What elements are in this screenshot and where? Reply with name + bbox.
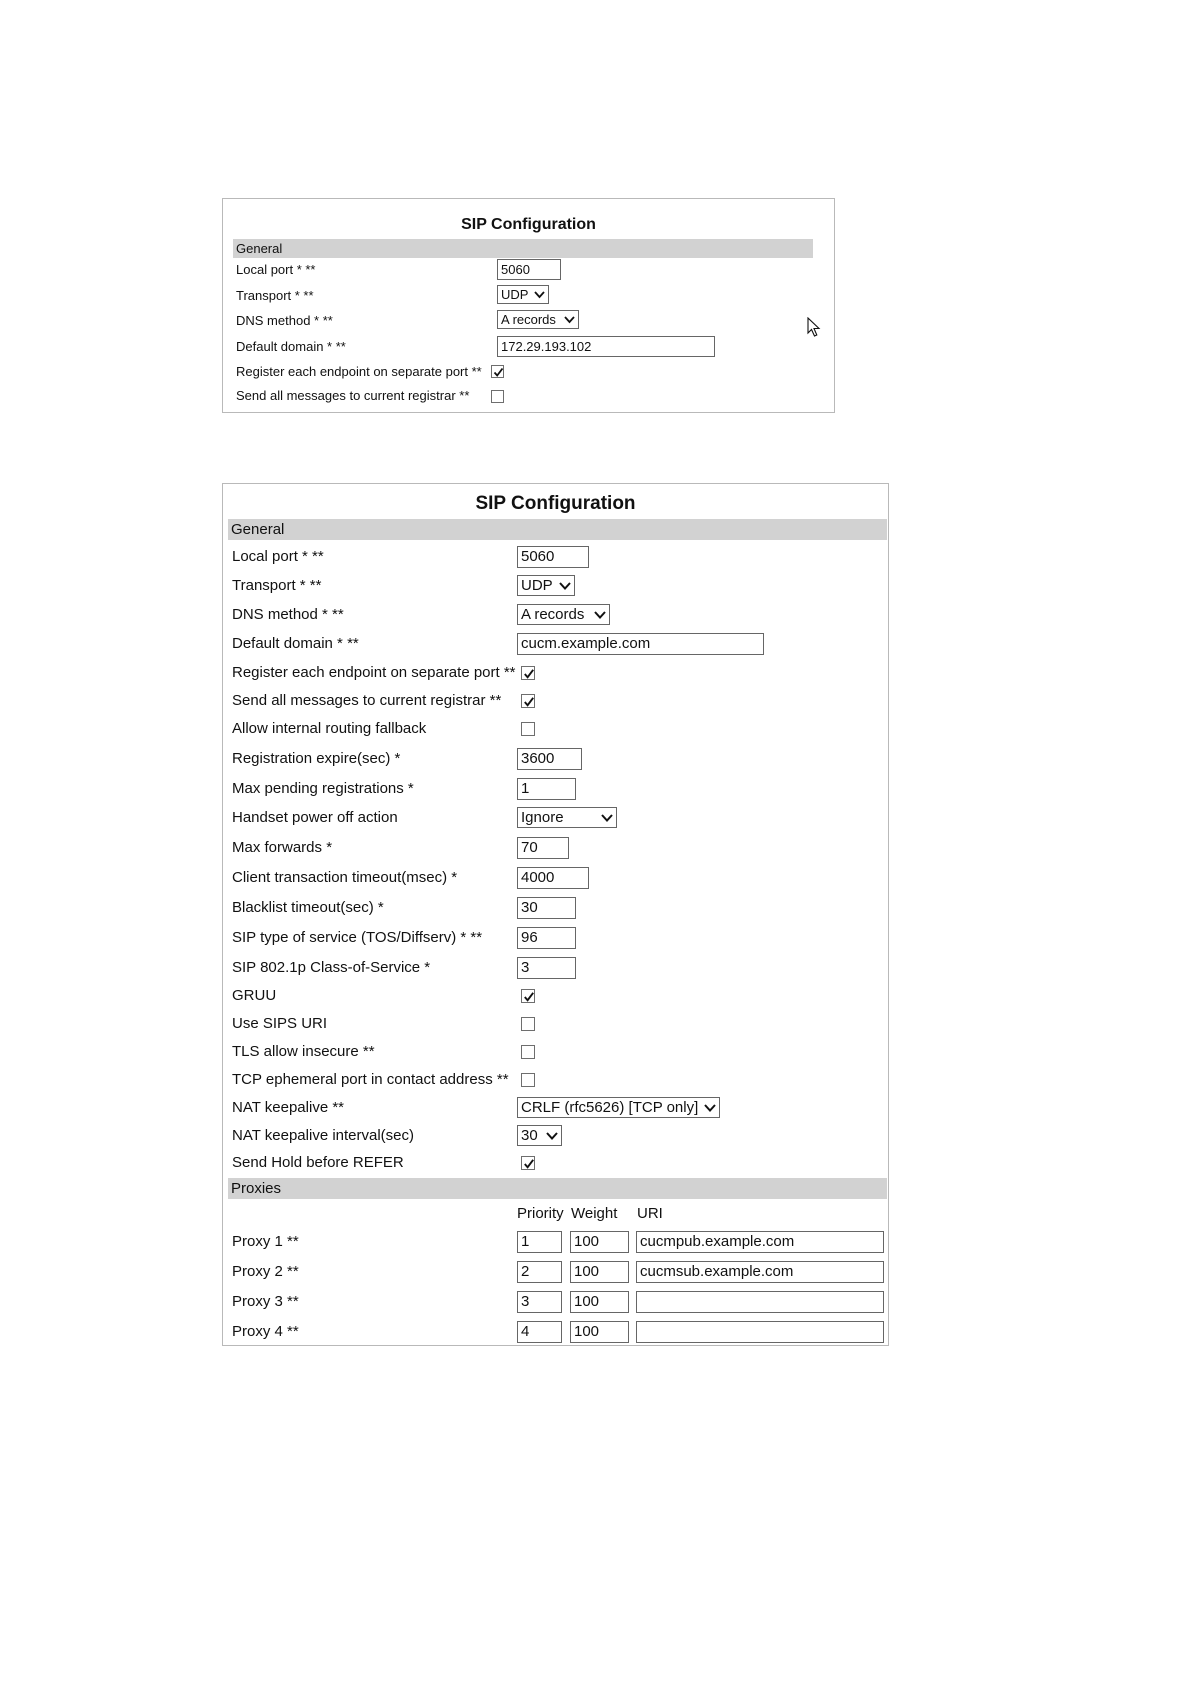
default-domain-input[interactable]: cucm.example.com — [517, 633, 764, 655]
sip-tos-label: SIP type of service (TOS/Diffserv) * ** — [232, 929, 483, 946]
transport-label: Transport * ** — [232, 577, 322, 594]
proxy-uri-input[interactable]: cucmpub.example.com — [636, 1231, 884, 1253]
proxy-label: Proxy 1 ** — [232, 1233, 299, 1250]
blacklist-timeout-label: Blacklist timeout(sec) * — [232, 899, 384, 916]
transport-select[interactable] — [517, 575, 575, 596]
proxy-label: Proxy 4 ** — [232, 1323, 299, 1340]
proxy-priority-input[interactable]: 1 — [517, 1231, 562, 1253]
transport-value: UDP — [521, 577, 553, 594]
tcp-ephemeral-port-label: TCP ephemeral port in contact address ** — [232, 1071, 509, 1088]
col-priority: Priority — [517, 1205, 564, 1222]
local-port-input[interactable]: 5060 — [497, 259, 561, 280]
mouse-cursor-icon — [807, 317, 821, 337]
checkmark-icon — [492, 366, 505, 379]
send-hold-before-refer-checkbox[interactable] — [521, 1156, 535, 1170]
proxy-priority-input[interactable]: 3 — [517, 1291, 562, 1313]
send-to-current-registrar-checkbox[interactable] — [491, 390, 504, 403]
section-general: General — [228, 519, 887, 540]
tls-allow-insecure-label: TLS allow insecure ** — [232, 1043, 375, 1060]
send-hold-before-refer-label: Send Hold before REFER — [232, 1154, 404, 1171]
checkmark-icon — [522, 1157, 536, 1171]
col-weight: Weight — [571, 1205, 618, 1222]
sip-tos-input[interactable]: 96 — [517, 927, 576, 949]
sip-config-panel-compact — [222, 198, 835, 413]
row-send-hold-before-refer — [223, 1150, 888, 1176]
client-transaction-timeout-input[interactable]: 4000 — [517, 867, 589, 889]
max-forwards-label: Max forwards * — [232, 839, 333, 856]
internal-routing-fallback-checkbox[interactable] — [521, 722, 535, 736]
chevron-down-icon — [559, 582, 571, 590]
proxy-uri-input[interactable] — [636, 1291, 884, 1313]
nat-keepalive-value: CRLF (rfc5626) [TCP only] — [521, 1099, 699, 1116]
checkmark-icon — [522, 695, 536, 709]
nat-keepalive-interval-value: 30 — [521, 1127, 538, 1144]
register-separate-port-checkbox[interactable] — [521, 666, 535, 680]
row-use-sips-uri — [223, 1011, 888, 1037]
proxy-row — [223, 1257, 888, 1285]
row-register-separate-port — [223, 361, 834, 383]
registration-expire-input[interactable]: 3600 — [517, 748, 582, 770]
proxy-row — [223, 1287, 888, 1315]
row-max-forwards — [223, 833, 888, 861]
panel-title: SIP Configuration — [475, 493, 636, 514]
handset-power-off-value: Ignore — [521, 809, 564, 826]
client-transaction-timeout-label: Client transaction timeout(msec) * — [232, 869, 458, 886]
proxy-weight-input[interactable]: 100 — [570, 1321, 629, 1343]
blacklist-timeout-input[interactable]: 30 — [517, 897, 576, 919]
proxy-weight-input[interactable]: 100 — [570, 1261, 629, 1283]
proxy-column-headers — [223, 1202, 888, 1224]
row-sip-cos — [223, 953, 888, 981]
row-client-transaction-timeout — [223, 863, 888, 891]
row-send-to-current-registrar — [223, 385, 834, 407]
row-dns-method — [223, 601, 888, 628]
row-local-port — [223, 258, 834, 282]
nat-keepalive-label: NAT keepalive ** — [232, 1099, 345, 1116]
handset-power-off-select[interactable] — [517, 807, 617, 828]
tcp-ephemeral-port-checkbox[interactable] — [521, 1073, 535, 1087]
row-blacklist-timeout — [223, 893, 888, 921]
proxy-row — [223, 1227, 888, 1255]
row-gruu — [223, 983, 888, 1009]
row-registration-expire — [223, 744, 888, 772]
dns-method-label: DNS method * ** — [236, 313, 333, 328]
chevron-down-icon — [704, 1104, 716, 1112]
default-domain-label: Default domain * ** — [232, 635, 359, 652]
gruu-checkbox[interactable] — [521, 989, 535, 1003]
tls-allow-insecure-checkbox[interactable] — [521, 1045, 535, 1059]
checkmark-icon — [522, 667, 536, 681]
chevron-down-icon — [601, 814, 613, 822]
row-max-pending-registrations — [223, 774, 888, 802]
dns-method-label: DNS method * ** — [232, 606, 344, 623]
proxy-uri-input[interactable] — [636, 1321, 884, 1343]
transport-select[interactable] — [497, 285, 549, 304]
row-handset-power-off — [223, 804, 888, 831]
checkmark-icon — [522, 990, 536, 1004]
register-separate-port-label: Register each endpoint on separate port ** — [236, 364, 482, 379]
row-tcp-ephemeral-port — [223, 1067, 888, 1093]
section-proxies: Proxies — [228, 1178, 887, 1199]
proxy-label: Proxy 2 ** — [232, 1263, 299, 1280]
nat-keepalive-interval-label: NAT keepalive interval(sec) — [232, 1127, 415, 1144]
row-transport — [223, 572, 888, 599]
proxy-uri-input[interactable]: cucmsub.example.com — [636, 1261, 884, 1283]
register-separate-port-label: Register each endpoint on separate port ** — [232, 664, 516, 681]
internal-routing-fallback-label: Allow internal routing fallback — [232, 720, 427, 737]
nat-keepalive-select[interactable] — [517, 1097, 720, 1118]
transport-label: Transport * ** — [236, 288, 314, 303]
row-dns-method — [223, 308, 834, 332]
row-local-port — [223, 543, 888, 570]
local-port-label: Local port * ** — [236, 262, 316, 277]
register-separate-port-checkbox[interactable] — [491, 365, 504, 378]
row-tls-allow-insecure — [223, 1039, 888, 1065]
row-nat-keepalive — [223, 1094, 888, 1121]
chevron-down-icon — [534, 291, 545, 299]
gruu-label: GRUU — [232, 987, 277, 1004]
send-to-current-registrar-label: Send all messages to current registrar ** — [236, 388, 470, 403]
proxy-priority-input[interactable]: 2 — [517, 1261, 562, 1283]
default-domain-input[interactable]: 172.29.193.102 — [497, 336, 715, 357]
max-pending-registrations-label: Max pending registrations * — [232, 780, 414, 797]
dns-method-select[interactable] — [517, 604, 610, 625]
send-to-current-registrar-label: Send all messages to current registrar ** — [232, 692, 502, 709]
proxy-weight-input[interactable]: 100 — [570, 1231, 629, 1253]
proxy-row — [223, 1317, 888, 1345]
row-nat-keepalive-interval — [223, 1122, 888, 1149]
row-transport — [223, 283, 834, 307]
col-uri: URI — [637, 1205, 663, 1222]
chevron-down-icon — [564, 316, 575, 324]
chevron-down-icon — [594, 611, 606, 619]
max-pending-registrations-input[interactable]: 1 — [517, 778, 576, 800]
default-domain-label: Default domain * ** — [236, 339, 346, 354]
section-general: General — [233, 239, 813, 258]
row-register-separate-port — [223, 660, 888, 686]
dns-method-value: A records — [501, 312, 556, 327]
transport-value: UDP — [501, 287, 529, 302]
proxy-weight-input[interactable]: 100 — [570, 1291, 629, 1313]
nat-keepalive-interval-select[interactable] — [517, 1125, 562, 1146]
row-default-domain — [223, 335, 834, 359]
local-port-input[interactable]: 5060 — [517, 546, 589, 568]
send-to-current-registrar-checkbox[interactable] — [521, 694, 535, 708]
sip-cos-input[interactable]: 3 — [517, 957, 576, 979]
row-internal-routing-fallback — [223, 716, 888, 742]
panel-title: SIP Configuration — [461, 216, 596, 233]
dns-method-value: A records — [521, 606, 585, 623]
proxy-priority-input[interactable]: 4 — [517, 1321, 562, 1343]
local-port-label: Local port * ** — [232, 548, 324, 565]
row-sip-tos — [223, 923, 888, 951]
registration-expire-label: Registration expire(sec) * — [232, 750, 401, 767]
use-sips-uri-label: Use SIPS URI — [232, 1015, 328, 1032]
row-send-to-current-registrar — [223, 688, 888, 714]
handset-power-off-label: Handset power off action — [232, 809, 398, 826]
max-forwards-input[interactable]: 70 — [517, 837, 569, 859]
sip-cos-label: SIP 802.1p Class-of-Service * — [232, 959, 431, 976]
row-default-domain — [223, 630, 888, 657]
sip-config-panel-full — [222, 483, 889, 1346]
chevron-down-icon — [546, 1132, 558, 1140]
use-sips-uri-checkbox[interactable] — [521, 1017, 535, 1031]
dns-method-select[interactable] — [497, 310, 579, 329]
proxy-label: Proxy 3 ** — [232, 1293, 299, 1310]
